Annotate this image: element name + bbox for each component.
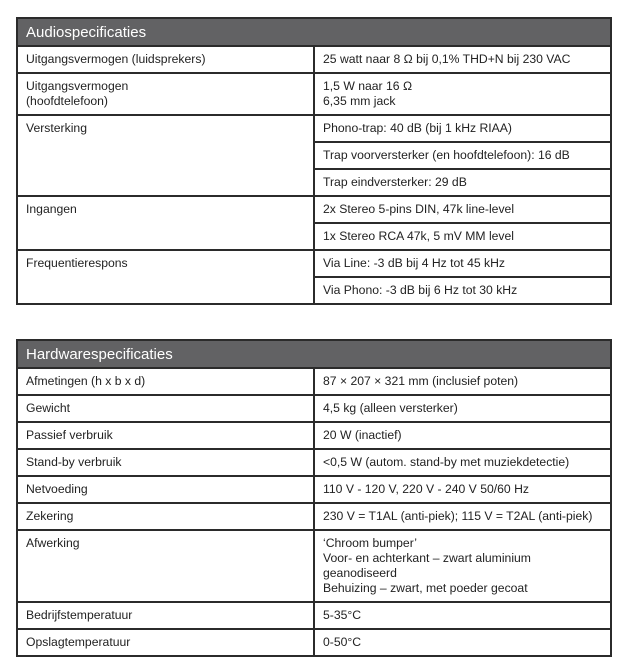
hardware-specs-title: Hardwarespecificaties [17,340,611,368]
spec-value: <0,5 W (autom. stand-by met muziekdetectie) [314,449,611,476]
table-row [17,368,611,395]
spec-label: Uitgangsvermogen (luidsprekers) [17,46,314,73]
spec-value-line: Voor- en achterkant – zwart aluminium geanodiseerd [323,551,531,580]
table-row [17,449,611,476]
spec-label: Stand-by verbruik [17,449,314,476]
spec-value: 1x Stereo RCA 47k, 5 mV MM level [314,223,611,250]
spec-value: Trap eindversterker: 29 dB [314,169,611,196]
spec-value [314,73,611,115]
table-row [17,602,611,629]
spec-label: Ingangen [17,196,314,250]
audio-specs-title: Audiospecificaties [17,18,611,46]
spec-value: Trap voorversterker (en hoofdtelefoon): 16 dB [314,142,611,169]
table-row [17,422,611,449]
table-row [17,73,611,115]
table-row [17,503,611,530]
spec-label: Opslagtemperatuur [17,629,314,656]
spec-value: 110 V - 120 V, 220 V - 240 V 50/60 Hz [314,476,611,503]
table-row [17,629,611,656]
table-row [17,196,611,223]
spec-label: Frequentierespons [17,250,314,304]
table-row [17,395,611,422]
audio-specs-table [16,17,612,305]
table-row [17,530,611,602]
spec-label: Gewicht [17,395,314,422]
spec-label: Zekering [17,503,314,530]
spec-value [314,530,611,602]
spec-label-line: (hoofdtelefoon) [26,94,108,108]
spec-label [17,73,314,115]
spec-label: Passief verbruik [17,422,314,449]
spec-value-line: ‘Chroom bumper’ [323,536,417,550]
spec-value: 87 × 207 × 321 mm (inclusief poten) [314,368,611,395]
table-row [17,115,611,142]
spec-value-line: 1,5 W naar 16 Ω [323,79,413,93]
hardware-specs-table [16,339,612,657]
spec-label: Netvoeding [17,476,314,503]
table-row [17,250,611,277]
spec-value: Via Line: -3 dB bij 4 Hz tot 45 kHz [314,250,611,277]
spec-value: Via Phono: -3 dB bij 6 Hz tot 30 kHz [314,277,611,304]
spec-value: 230 V = T1AL (anti-piek); 115 V = T2AL (anti-piek) [314,503,611,530]
spec-value: 20 W (inactief) [314,422,611,449]
spec-value: 4,5 kg (alleen versterker) [314,395,611,422]
spec-label-line: Uitgangsvermogen [26,79,129,93]
spec-value: 5-35°C [314,602,611,629]
spec-label: Versterking [17,115,314,196]
table-row [17,476,611,503]
table-row [17,46,611,73]
spec-value: 0-50°C [314,629,611,656]
spec-label: Afwerking [17,530,314,602]
spec-label: Bedrijfstemperatuur [17,602,314,629]
spec-value: 2x Stereo 5-pins DIN, 47k line-level [314,196,611,223]
spec-value-line: Behuizing – zwart, met poeder gecoat [323,581,528,595]
spec-value: Phono-trap: 40 dB (bij 1 kHz RIAA) [314,115,611,142]
spec-value-line: 6,35 mm jack [323,94,396,108]
spec-label: Afmetingen (h x b x d) [17,368,314,395]
spec-value: 25 watt naar 8 Ω bij 0,1% THD+N bij 230 VAC [314,46,611,73]
